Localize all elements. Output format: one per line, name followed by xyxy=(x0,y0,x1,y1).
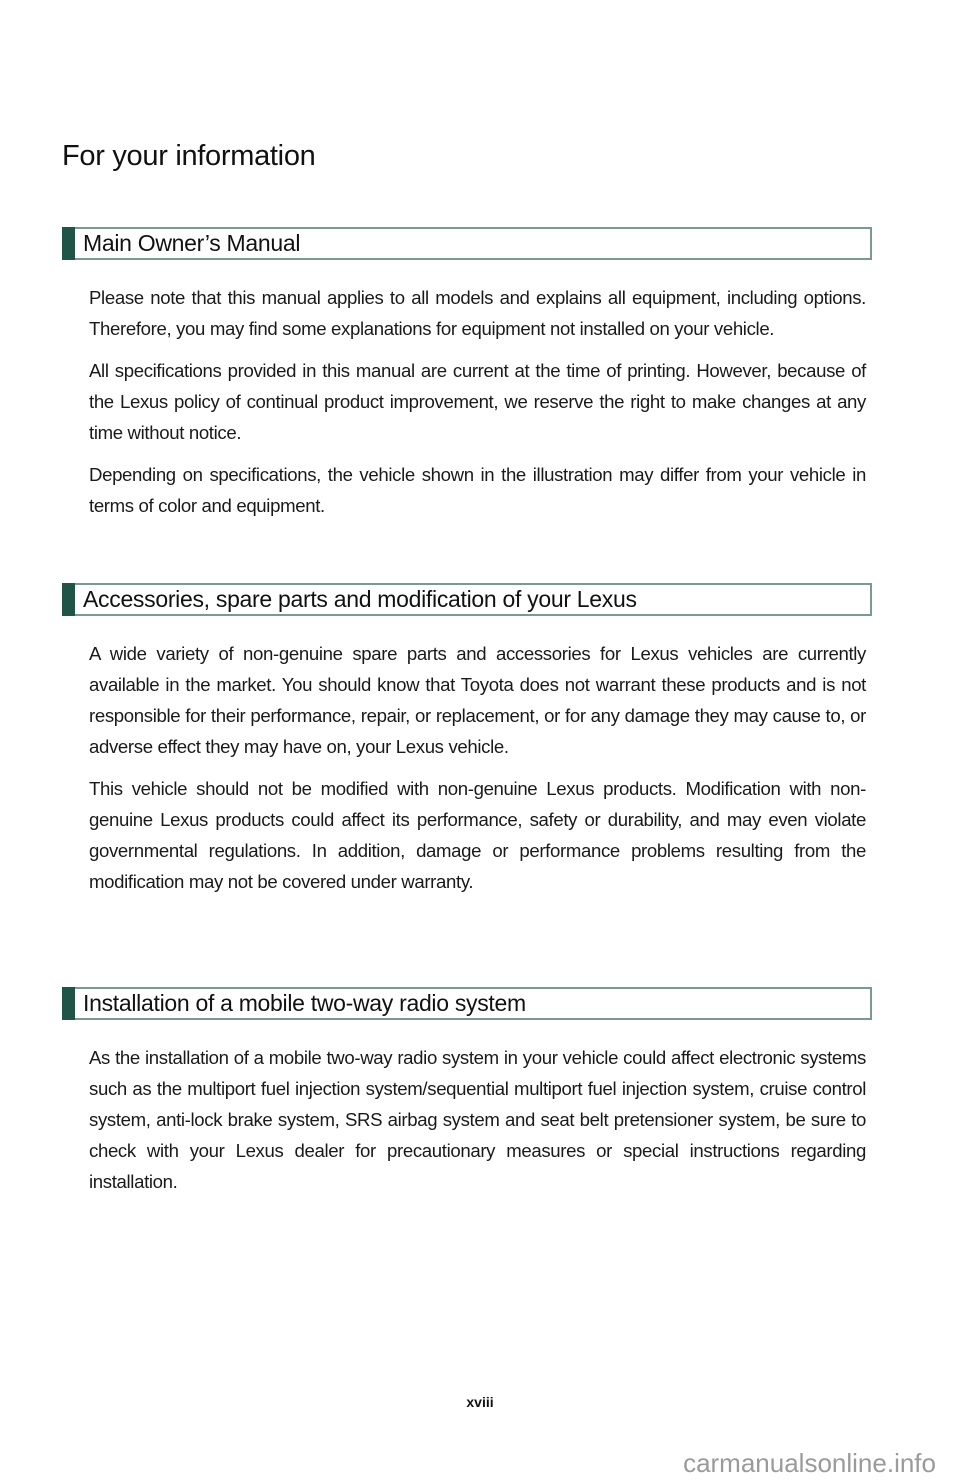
section-header xyxy=(62,227,872,260)
section-header-bar xyxy=(62,987,75,1020)
section-heading: Installation of a mobile two-way radio system xyxy=(83,990,526,1016)
page-number: xviii xyxy=(466,1394,494,1410)
paragraph: Please note that this manual applies to all models and explains all equipment, including options. Therefore, you may find some explanations for equipment not installed on your vehicle. xyxy=(89,287,866,339)
section-header xyxy=(62,987,872,1020)
paragraph: As the installation of a mobile two-way radio system in your vehicle could affect electronic systems such as the multiport fuel injection system/sequential multiport fuel injection system, cruise control system, anti-lock brake system, SRS airbag system and seat belt pretensioner system, be sure to check with your Lexus dealer for precautionary measures or special instructions regarding installation. xyxy=(89,1047,866,1192)
section-header xyxy=(62,583,872,616)
section-accessories xyxy=(62,583,872,897)
section-main-owners-manual xyxy=(62,227,872,521)
paragraph: This vehicle should not be modified with non-genuine Lexus products. Modification with non-genuine Lexus products could affect its performance, safety or durability, and may even violate governmental regulations. In addition, damage or performance problems resulting from the modification may not be covered under warranty. xyxy=(89,778,866,892)
section-two-way-radio xyxy=(62,987,872,1197)
page-title: For your information xyxy=(62,140,316,172)
paragraph: Depending on specifications, the vehicle shown in the illustration may differ from your vehicle in terms of color and equipment. xyxy=(89,464,866,516)
paragraph: All specifications provided in this manual are current at the time of printing. However, because of the Lexus policy of continual product improvement, we reserve the right to make changes at any time without notice. xyxy=(89,360,866,443)
section-heading: Main Owner’s Manual xyxy=(83,230,301,256)
paragraph: A wide variety of non-genuine spare parts and accessories for Lexus vehicles are currently available in the market. You should know that Toyota does not warrant these products and is not responsible for their performance, repair, or replacement, or for any damage they may cause to, or adverse effect they may have on, your Lexus vehicle. xyxy=(89,643,866,757)
section-header-bar xyxy=(62,227,75,260)
section-heading: Accessories, spare parts and modification of your Lexus xyxy=(83,586,637,612)
section-header-bar xyxy=(62,583,75,616)
watermark: carmanualsonline.info xyxy=(683,1448,936,1478)
